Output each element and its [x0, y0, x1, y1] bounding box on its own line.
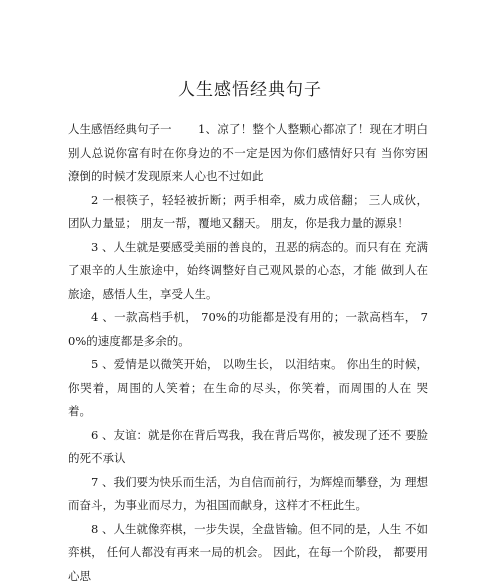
paragraph: 7 、我们要为快乐而生活，为自信而前行，为辉煌而攀登，为 理想而奋斗，为事业而尽力，为祖国而献身，这样才不枉此生。 — [68, 471, 428, 518]
paragraph-text: 1、凉了！整个人整颗心都凉了！现在才明白别人总说你富有时在你身边的不一定是因为你们感情好只有 当你穷困潦倒的时候才发现原来人心也不过如此 — [68, 122, 428, 183]
paragraph: 8 、人生就像弈棋，一步失误，全盘皆输。但不同的是，人生 不如弈棋， 任何人都没有再来一局的机会。 因此，在每一个阶段， 都要用心思 — [68, 518, 428, 588]
paragraph: 3 、人生就是要感受美丽的善良的，丑恶的病态的。而只有在 充满了艰辛的人生旅途中，始终调整好自己观风景的心态，才能 做到人在旅途，感悟人生，享受人生。 — [68, 236, 428, 307]
page-title: 人生感悟经典句子 — [0, 78, 500, 102]
paragraph: 4 、一款高档手机， 70%的功能都是没有用的；一款高档车， 70%的速度都是多余的。 — [68, 306, 428, 353]
intro-heading: 人生感悟经典句子一 — [68, 118, 198, 142]
paragraph-intro — [68, 118, 428, 189]
paragraph: 5 、爱情是以微笑开始， 以吻生长， 以泪结束。 你出生的时候，你哭着，周围的人笑着；在生命的尽头，你笑着，而周围的人在 哭着。 — [68, 353, 428, 424]
paragraph: 2 一根筷子，轻轻被折断；两手相牵，威力成倍翻； 三人成伙， 团队力量显； 朋友一帮，覆地又翻天。 朋友，你是我力量的源泉！ — [68, 189, 428, 236]
document-body — [68, 118, 428, 588]
paragraph: 6 、友谊：就是你在背后骂我，我在背后骂你，被发现了还不 要脸的死不承认 — [68, 424, 428, 471]
